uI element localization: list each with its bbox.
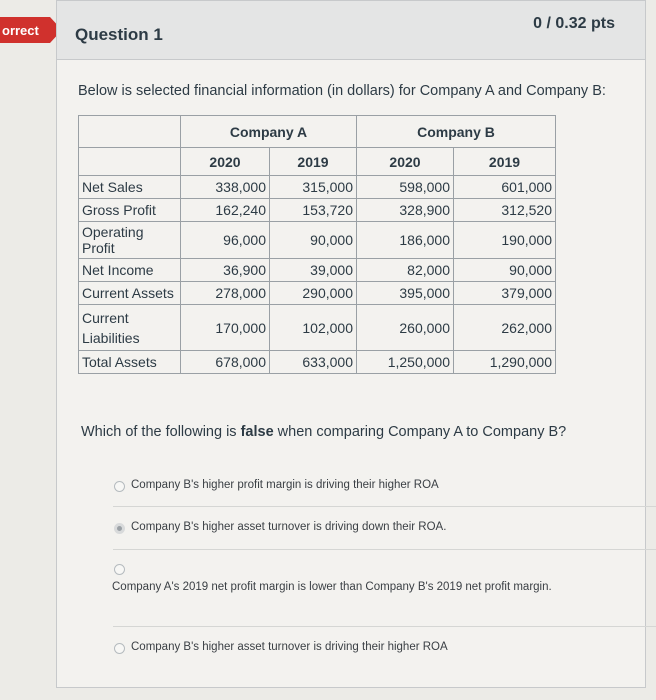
table-row	[79, 351, 556, 374]
radio-button[interactable]	[114, 643, 125, 654]
year-header: 2019	[270, 148, 357, 176]
answer-divider	[113, 549, 656, 550]
table-cell: 312,520	[454, 199, 556, 222]
row-label: Net Sales	[79, 176, 181, 199]
prompt-text-end: when comparing Company A to Company B?	[273, 424, 567, 440]
table-blank-cell	[79, 148, 181, 176]
table-row	[79, 199, 556, 222]
question-card	[56, 0, 646, 688]
table-cell: 96,000	[181, 222, 270, 259]
table-cell: 598,000	[357, 176, 454, 199]
question-intro: Below is selected financial information (in dollars) for Company A and Company B:	[78, 83, 606, 99]
table-row	[79, 282, 556, 305]
table-cell: 153,720	[270, 199, 357, 222]
radio-button[interactable]	[114, 564, 125, 575]
table-cell: 338,000	[181, 176, 270, 199]
status-tag	[0, 17, 50, 43]
table-cell: 190,000	[454, 222, 556, 259]
row-label: Net Income	[79, 259, 181, 282]
answer-text: Company A's 2019 net profit margin is lower than Company B's 2019 net profit margin.	[112, 581, 552, 593]
row-label: Gross Profit	[79, 199, 181, 222]
row-label: Operating Profit	[79, 222, 181, 259]
table-cell: 90,000	[454, 259, 556, 282]
row-label: Total Assets	[79, 351, 181, 374]
answer-divider	[113, 626, 656, 627]
table-cell: 36,900	[181, 259, 270, 282]
table-cell: 82,000	[357, 259, 454, 282]
points-display: 0 / 0.32 pts	[533, 15, 615, 32]
table-cell: 170,000	[181, 305, 270, 351]
radio-button-selected[interactable]	[114, 523, 125, 534]
year-header: 2020	[181, 148, 270, 176]
table-cell: 1,290,000	[454, 351, 556, 374]
year-header-row	[79, 148, 556, 176]
table-cell: 678,000	[181, 351, 270, 374]
prompt-emphasis: false	[240, 424, 274, 440]
table-cell: 90,000	[270, 222, 357, 259]
table-row	[79, 305, 556, 351]
table-cell: 278,000	[181, 282, 270, 305]
table-cell: 290,000	[270, 282, 357, 305]
radio-button[interactable]	[114, 481, 125, 492]
table-row	[79, 222, 556, 259]
year-header: 2020	[357, 148, 454, 176]
table-cell: 633,000	[270, 351, 357, 374]
table-cell: 39,000	[270, 259, 357, 282]
table-row	[79, 176, 556, 199]
table-cell: 395,000	[357, 282, 454, 305]
answer-text: Company B's higher profit margin is driving their higher ROA	[131, 479, 439, 491]
year-header: 2019	[454, 148, 556, 176]
company-b-header: Company B	[357, 116, 556, 148]
row-label: Current Liabilities	[79, 305, 181, 351]
table-cell: 1,250,000	[357, 351, 454, 374]
question-title: Question 1	[75, 25, 163, 44]
table-cell: 102,000	[270, 305, 357, 351]
prompt-text: Which of the following is	[81, 424, 241, 440]
question-prompt	[81, 424, 566, 440]
table-cell: 601,000	[454, 176, 556, 199]
row-label: Current Assets	[79, 282, 181, 305]
table-corner-cell	[79, 116, 181, 148]
table-cell: 328,900	[357, 199, 454, 222]
table-cell: 260,000	[357, 305, 454, 351]
answer-text: Company B's higher asset turnover is driving their higher ROA	[131, 641, 448, 653]
company-a-header: Company A	[181, 116, 357, 148]
table-cell: 379,000	[454, 282, 556, 305]
answer-divider	[113, 506, 656, 507]
table-cell: 262,000	[454, 305, 556, 351]
answer-text: Company B's higher asset turnover is driving down their ROA.	[131, 521, 447, 533]
financial-table	[78, 115, 556, 374]
table-cell: 186,000	[357, 222, 454, 259]
table-cell: 162,240	[181, 199, 270, 222]
table-cell: 315,000	[270, 176, 357, 199]
company-header-row	[79, 116, 556, 148]
status-tag-label: orrect	[2, 22, 39, 38]
table-row	[79, 259, 556, 282]
question-header	[57, 1, 645, 60]
